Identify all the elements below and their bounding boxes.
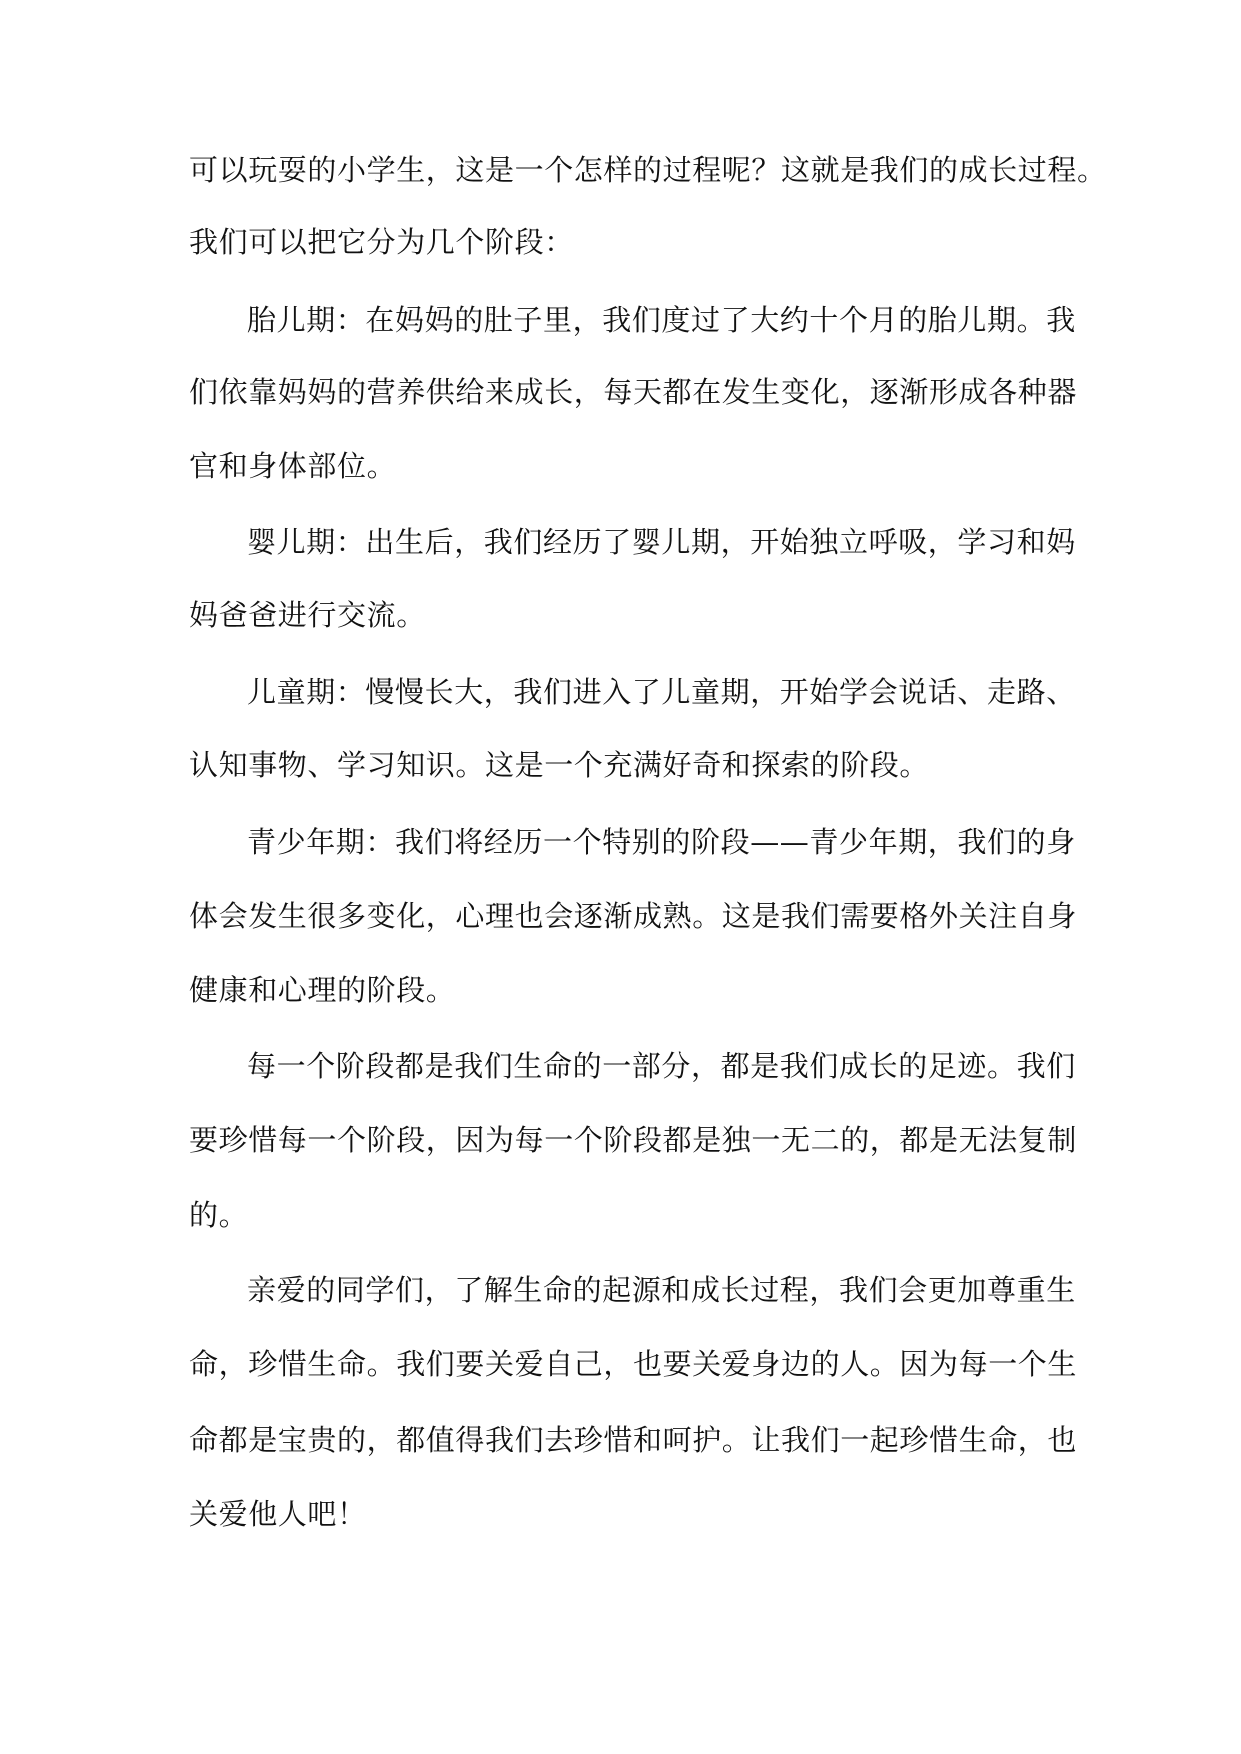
paragraph-conclusion: 亲爱的同学们，了解生命的起源和成长过程，我们会更加尊重生 xyxy=(247,1273,1076,1307)
text-line: 我们可以把它分为几个阶段： xyxy=(189,225,574,259)
text-line: 命都是宝贵的，都值得我们去珍惜和呵护。让我们一起珍惜生命，也 xyxy=(189,1423,1078,1457)
text-line: 要珍惜每一个阶段，因为每一个阶段都是独一无二的，都是无法复制 xyxy=(189,1123,1078,1157)
paragraph-childhood-stage: 儿童期：慢慢长大，我们进入了儿童期，开始学会说话、走路、 xyxy=(247,675,1076,709)
paragraph-adolescence-stage: 青少年期：我们将经历一个特别的阶段——青少年期，我们的身 xyxy=(247,825,1076,859)
paragraph-every-stage: 每一个阶段都是我们生命的一部分，都是我们成长的足迹。我们 xyxy=(247,1049,1076,1083)
text-line: 官和身体部位。 xyxy=(189,449,397,483)
paragraph-infant-stage: 婴儿期：出生后，我们经历了婴儿期，开始独立呼吸，学习和妈 xyxy=(247,525,1076,559)
text-line: 命，珍惜生命。我们要关爱自己，也要关爱身边的人。因为每一个生 xyxy=(189,1347,1078,1381)
text-line: 妈爸爸进行交流。 xyxy=(189,598,426,632)
text-line: 认知事物、学习知识。这是一个充满好奇和探索的阶段。 xyxy=(189,748,930,782)
text-line: 可以玩耍的小学生，这是一个怎样的过程呢？这就是我们的成长过程。 xyxy=(189,153,1107,187)
text-line: 健康和心理的阶段。 xyxy=(189,973,456,1007)
text-line: 体会发生很多变化，心理也会逐渐成熟。这是我们需要格外关注自身 xyxy=(189,899,1078,933)
paragraph-fetal-stage: 胎儿期：在妈妈的肚子里，我们度过了大约十个月的胎儿期。我 xyxy=(247,303,1076,337)
text-line: 们依靠妈妈的营养供给来成长，每天都在发生变化，逐渐形成各种器 xyxy=(189,375,1078,409)
text-line: 关爱他人吧！ xyxy=(189,1497,367,1531)
text-line: 的。 xyxy=(189,1198,249,1232)
